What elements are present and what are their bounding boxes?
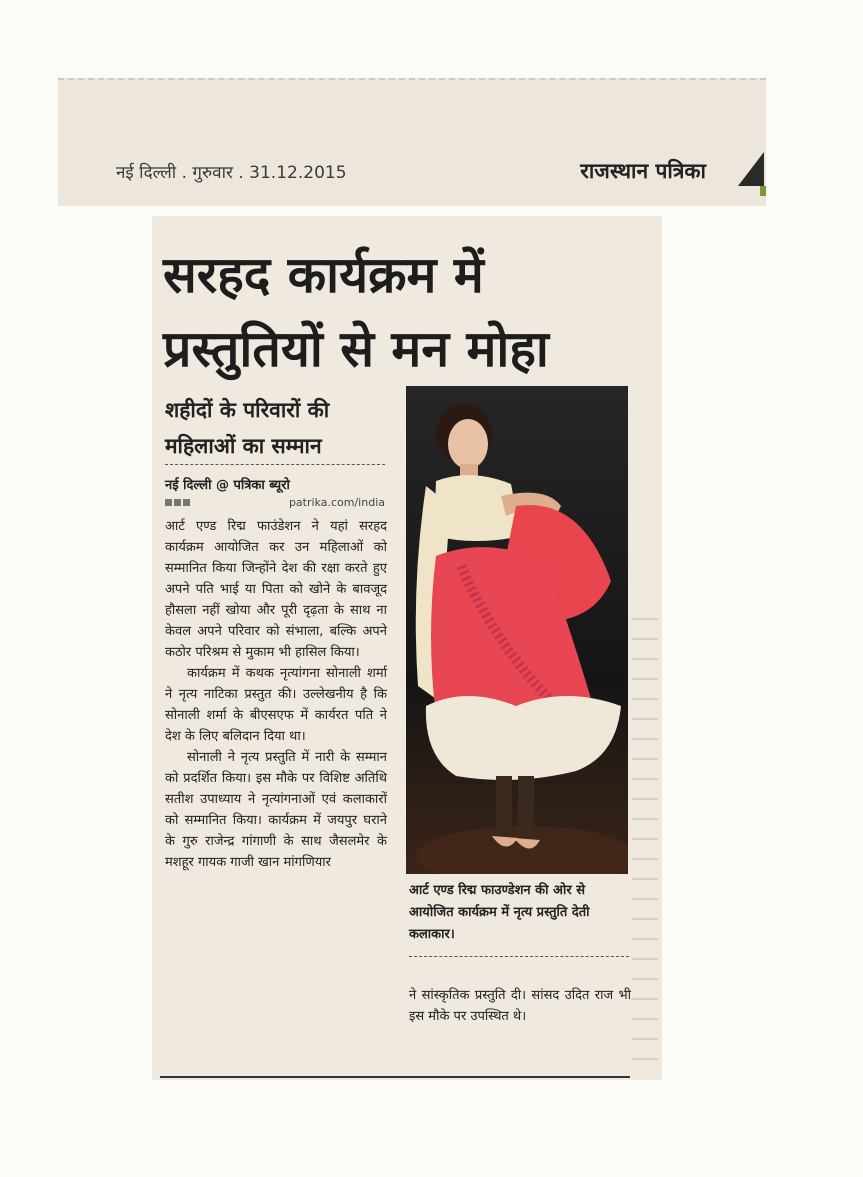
adjacent-column-bleed [632,600,658,1060]
headline-line-2: प्रस्तुतियों से मन मोहा [163,319,549,378]
newspaper-name: राजस्थान पत्रिका [580,159,706,183]
bullet-square-icon [174,499,181,506]
paragraph-2: कार्यक्रम में कथक नृत्यांगना सोनाली शर्मा ने नृत्य नाटिका प्रस्तुत की। उल्लेखनीय है कि सोनाली शर्मा के बीएसएफ में कार्यरत पति ने देश के लिए बलिदान दिया था। [165,666,387,744]
web-url: patrika.com/india [288,496,385,509]
article-body [165,516,387,873]
paragraph-1: आर्ट एण्ड रिद्म फाउंडेशन ने यहां सरहद कार्यक्रम आयोजित कर उन महिलाओं को सम्मानित किया जिन्होंने देश की रक्षा करते हुए अपने पति भाई या पिता को खोने के बावजूद हौसला नहीं खोया और पूरी दृढ़ता के साथ ना केवल अपने परिवार को संभाला, बल्कि अपने कठोर परिश्रम से मुकाम भी हासिल किया। [165,519,387,660]
masthead-flag-icon [738,152,764,186]
bullet-square-icon [165,499,172,506]
masthead [58,78,766,206]
caption-divider [409,956,629,957]
photo-caption: आर्ट एण्ड रिद्म फाउण्डेशन की ओर से आयोजित कार्यक्रम में नृत्य प्रस्तुति देती कलाकार। [409,883,590,942]
web-reference [165,496,385,509]
dateline: नई दिल्ली . गुरुवार . 31.12.2015 [116,163,347,183]
subhead-line-1: शहीदों के परिवारों की [165,398,330,422]
dancer-photo [406,386,628,874]
masthead-accent [760,186,766,196]
headline-line-1: सरहद कार्यक्रम में [163,245,484,304]
dancer-illustration [406,386,628,874]
subhead-line-2: महिलाओं का सम्मान [165,434,322,458]
headline [163,238,633,386]
byline: नई दिल्ली @ पत्रिका ब्यूरो [165,478,290,493]
subhead-divider [165,464,385,465]
clipping-bottom-rule [160,1076,630,1078]
article-continuation: ने सांस्कृतिक प्रस्तुति दी। सांसद उदित राज भी इस मौके पर उपस्थित थे। [409,988,631,1024]
bullet-square-icon [183,499,190,506]
paragraph-3: सोनाली ने नृत्य प्रस्तुति में नारी के सम्मान को प्रदर्शित किया। इस मौके पर विशिष्ट अतिथि सतीश उपाध्याय ने नृत्यांगनाओं एवं कलाकारों को सम्मानित किया। कार्यक्रम में जयपुर घराने के गुरु राजेन्द्र गांगाणी के साथ जैसलमेर के मशहूर गायक गाजी खान मांगणियार [165,750,387,870]
subheadline [165,392,385,464]
